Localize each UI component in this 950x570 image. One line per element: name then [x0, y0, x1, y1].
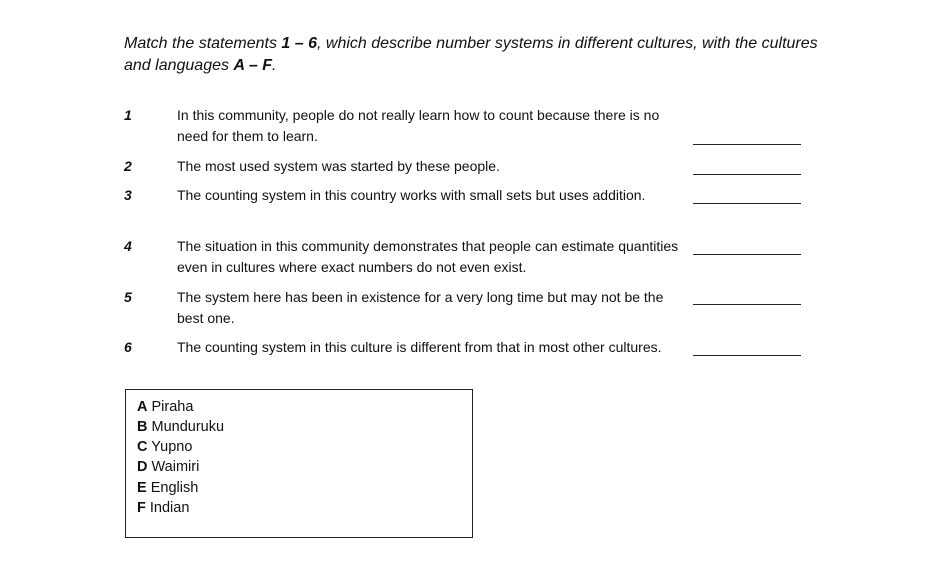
- instructions-text-1: Match the statements: [124, 35, 282, 52]
- option-name: Waimiri: [151, 459, 200, 475]
- instructions-text-3: .: [271, 57, 277, 74]
- statement-number: 4: [124, 238, 132, 254]
- statement-text: In this community, people do not really learn how to count because there is no need for them to learn.: [177, 107, 660, 144]
- option-letter: A: [137, 399, 148, 415]
- statement-text: The system here has been in existence for a very long time but may not be the best one.: [177, 289, 664, 326]
- option-letter: E: [137, 480, 147, 496]
- option-e: [137, 478, 198, 498]
- option-f: [137, 498, 189, 518]
- statement-item-3: [124, 185, 804, 229]
- statement-number: 1: [124, 107, 132, 123]
- statement-text: The counting system in this country works with small sets but uses addition.: [177, 187, 646, 203]
- statement-text: The situation in this community demonstrates that people can estimate quantities even in cultures where exact numbers do not even exist.: [177, 238, 679, 275]
- answer-blank[interactable]: [693, 144, 801, 145]
- instructions-range-letters: A – F: [233, 57, 272, 74]
- answer-blank[interactable]: [693, 254, 801, 255]
- answer-blank[interactable]: [693, 203, 801, 204]
- option-a: [137, 397, 193, 417]
- option-name: English: [150, 480, 199, 496]
- statement-text: The counting system in this culture is different from that in most other cultures.: [177, 339, 662, 355]
- option-name: Yupno: [151, 439, 193, 455]
- options-box: [125, 389, 473, 538]
- option-letter: B: [137, 419, 148, 435]
- option-letter: C: [137, 439, 148, 455]
- answer-blank[interactable]: [693, 304, 801, 305]
- option-b: [137, 417, 224, 437]
- option-d: [137, 457, 199, 477]
- answer-blank[interactable]: [693, 355, 801, 356]
- answer-blank[interactable]: [693, 174, 801, 175]
- option-c: [137, 437, 192, 457]
- instructions-range-numbers: 1 – 6: [281, 35, 317, 52]
- statement-number: 6: [124, 339, 132, 355]
- statement-item-4: [124, 236, 804, 280]
- option-name: Piraha: [151, 399, 194, 415]
- statement-item-5: [124, 287, 804, 331]
- instructions-text-2: , which describe number systems in different cultures, with the cultures and languages: [124, 35, 818, 74]
- statement-number: 3: [124, 187, 132, 203]
- statement-text: The most used system was started by these people.: [177, 158, 500, 174]
- option-letter: F: [137, 500, 146, 516]
- option-name: Indian: [149, 500, 190, 516]
- option-letter: D: [137, 459, 148, 475]
- statement-item-6: [124, 337, 804, 381]
- statement-item-1: [124, 105, 804, 149]
- statement-number: 5: [124, 289, 132, 305]
- statement-number: 2: [124, 158, 132, 174]
- instructions: [124, 33, 824, 77]
- option-name: Munduruku: [151, 419, 225, 435]
